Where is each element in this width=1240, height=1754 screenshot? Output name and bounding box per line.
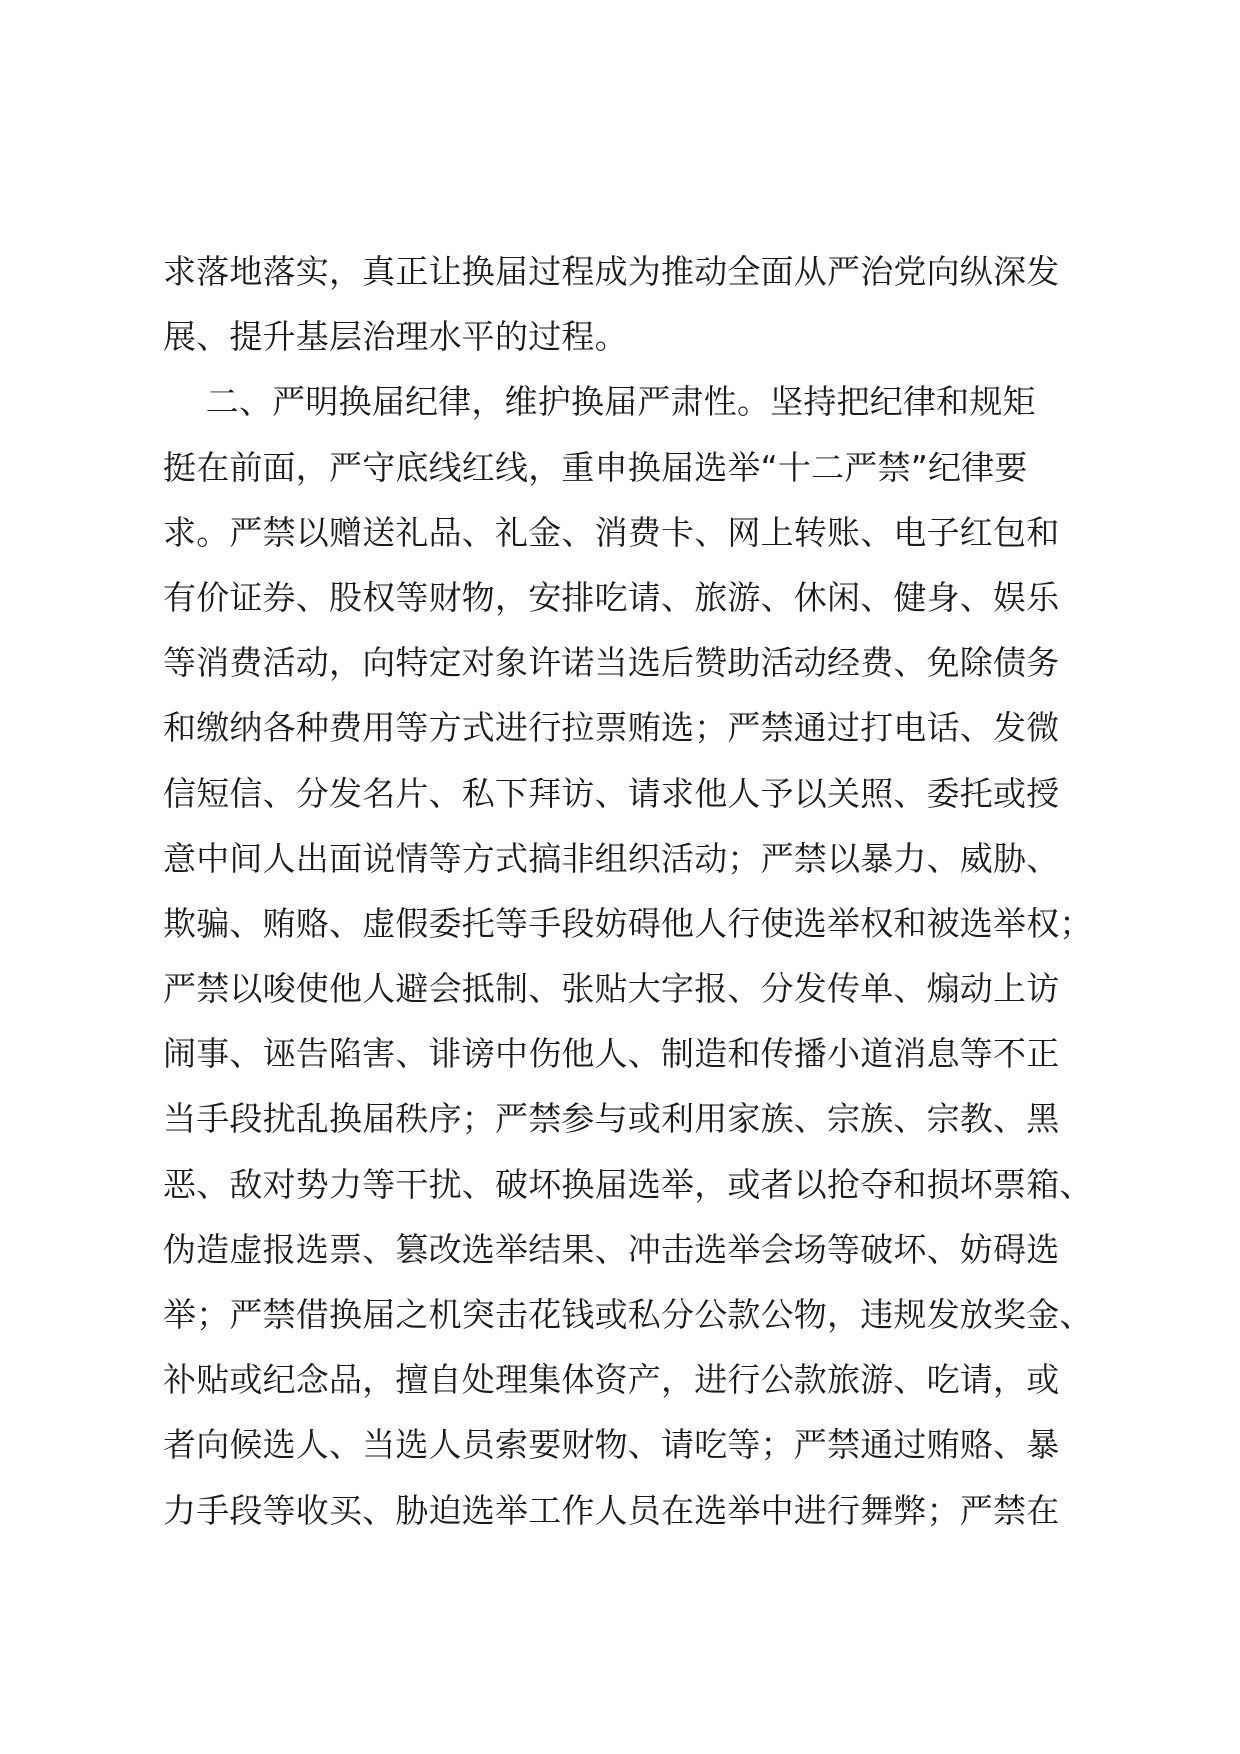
- text-line: 伪造虚报选票、篡改选举结果、冲击选举会场等破坏、妨碍选: [163, 1229, 1060, 1269]
- text-line: 求。严禁以赠送礼品、礼金、消费卡、网上转账、电子红包和: [163, 512, 1060, 552]
- text-line: 和缴纳各种费用等方式进行拉票贿选；严禁通过打电话、发微: [163, 708, 1060, 748]
- text-line: 有价证券、股权等财物，安排吃请、旅游、休闲、健身、娱乐: [163, 577, 1060, 617]
- text-line: 力手段等收买、胁迫选举工作人员在选举中进行舞弊；严禁在: [163, 1490, 1060, 1530]
- text-line: 二、严明换届纪律，维护换届严肃性。坚持把纪律和规矩: [163, 382, 1036, 422]
- text-line: 信短信、分发名片、私下拜访、请求他人予以关照、委托或授: [163, 773, 1060, 813]
- text-line: 意中间人出面说情等方式搞非组织活动；严禁以暴力、威胁、: [163, 838, 1060, 878]
- text-line: 恶、敌对势力等干扰、破坏换届选举，或者以抢夺和损坏票箱、: [163, 1164, 1093, 1204]
- text-line: 挺在前面，严守底线红线，重申换届选举“十二严禁”纪律要: [163, 447, 1028, 487]
- text-line: 严禁以唆使他人避会抵制、张贴大字报、分发传单、煽动上访: [163, 969, 1060, 1009]
- text-line: 补贴或纪念品，擅自处理集体资产，进行公款旅游、吃请，或: [163, 1360, 1060, 1400]
- text-line: 展、提升基层治理水平的过程。: [163, 317, 628, 357]
- text-line: 当手段扰乱换届秩序；严禁参与或利用家族、宗族、宗教、黑: [163, 1099, 1060, 1139]
- text-line: 欺骗、贿赂、虚假委托等手段妨碍他人行使选举权和被选举权；: [163, 903, 1093, 943]
- text-line: 闹事、诬告陷害、诽谤中伤他人、制造和传播小道消息等不正: [163, 1034, 1060, 1074]
- text-line: 等消费活动，向特定对象许诺当选后赞助活动经费、免除债务: [163, 643, 1060, 683]
- body-text: [163, 239, 1123, 1543]
- text-line: 求落地落实，真正让换届过程成为推动全面从严治党向纵深发: [163, 252, 1060, 291]
- text-line: 举；严禁借换届之机突击花钱或私分公款公物，违规发放奖金、: [163, 1295, 1093, 1334]
- text-line: 者向候选人、当选人员索要财物、请吃等；严禁通过贿赂、暴: [163, 1425, 1060, 1465]
